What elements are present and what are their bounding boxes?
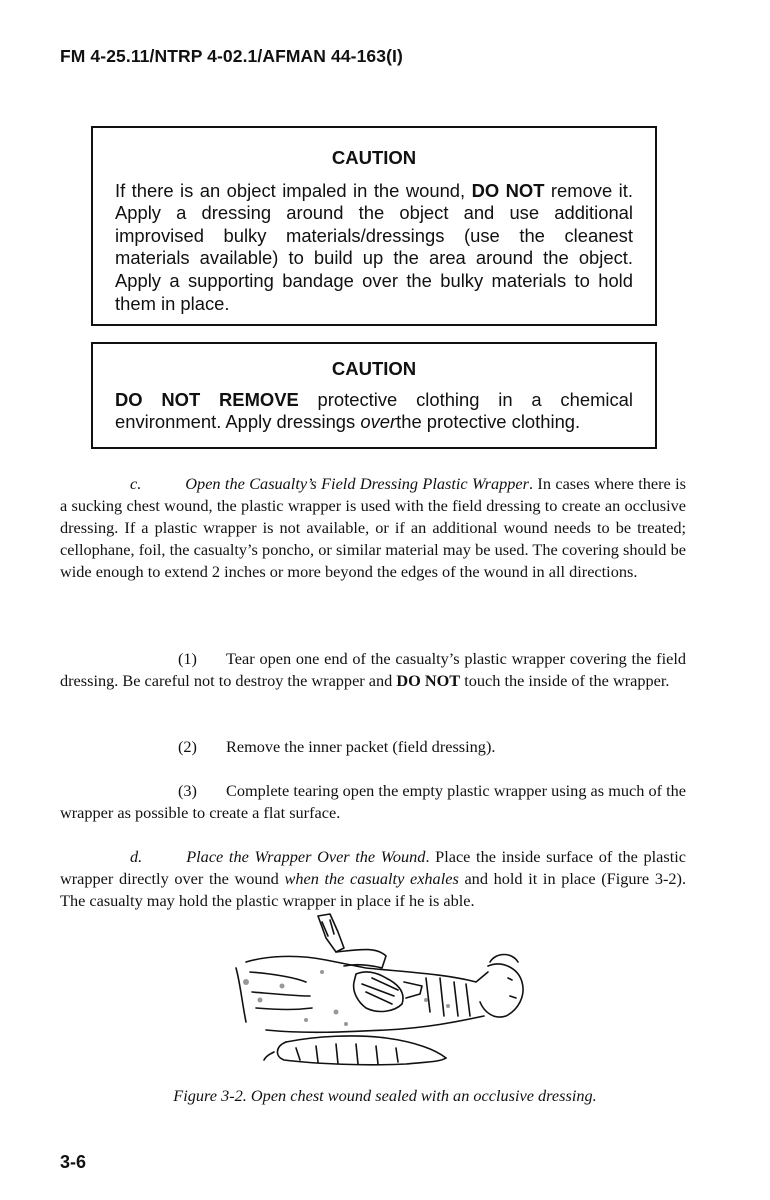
caution-title: CAUTION: [331, 358, 417, 379]
emphasis-exhales: when the casualty exhales: [284, 869, 459, 888]
step-1: (1) Tear open one end of the casualty’s plastic wrapper covering the field dressing. Be careful not to destroy the wrapper and DO NOT touch the inside of the wrapper.: [60, 649, 686, 690]
step-number: (2): [178, 737, 197, 756]
caution-box-protective-clothing: [91, 342, 657, 449]
emphasis-over: over: [360, 411, 397, 433]
step-number: (3): [178, 781, 197, 800]
caution-box-impaled-object: [91, 126, 657, 326]
figure-illustration: [226, 912, 538, 1080]
figure-caption: Figure 3-2. Open chest wound sealed with an occlusive dressing.: [173, 1086, 597, 1105]
emphasis-do-not: DO NOT: [396, 671, 461, 690]
step-number: (1): [178, 649, 197, 668]
paragraph-heading: Open the Casualty’s Field Dressing Plastic Wrapper: [185, 474, 529, 493]
caution-title: CAUTION: [331, 147, 417, 168]
caution-text: DO NOT REMOVE protective clothing in a chemical environment. Apply dressings overthe protective clothing.: [115, 388, 633, 433]
paragraph-c: c. Open the Casualty’s Field Dressing Plastic Wrapper. In cases where there is a sucking chest wound, the plastic wrapper is used with the field dressing to create an occlusive dressing. If a plastic wrapper is not available, or if an additional wound needs to be treated; cellophane, foil, the casualty’s poncho, or similar material may be used. The covering should be wide enough to extend 2 inches or more beyond the edges of the wound in all directions.: [60, 474, 686, 581]
casualty-illustration: [226, 912, 538, 1080]
page-number: 3-6: [60, 1152, 87, 1172]
paragraph-d: d. Place the Wrapper Over the Wound. Place the inside surface of the plastic wrapper directly over the wound when the casualty exhales and hold it in place (Figure 3-2). The casualty may hold the plastic wrapper in place if he is able.: [60, 847, 687, 910]
step-3: (3) Complete tearing open the empty plastic wrapper using as much of the wrapper as possible to create a flat surface.: [60, 781, 686, 822]
paragraph-label: d.: [130, 847, 143, 866]
paragraph-label: c.: [130, 474, 142, 493]
emphasis-do-not: DO NOT: [471, 179, 545, 201]
document-header: FM 4-25.11/NTRP 4-02.1/AFMAN 44-163(I): [60, 46, 403, 66]
caution-text: If there is an object impaled in the wound, DO NOT remove it. Apply a dressing around the object and use additional improvised bulky materials/dressings (use the cleanest materials available) to build up the area around the object. Apply a supporting bandage over the bulky materials to hold them in place.: [115, 179, 633, 314]
paragraph-heading: Place the Wrapper Over the Wound: [186, 847, 426, 866]
emphasis-do-not-remove: DO NOT REMOVE: [115, 388, 299, 410]
step-2: (2) Remove the inner packet (field dressing).: [178, 737, 496, 756]
